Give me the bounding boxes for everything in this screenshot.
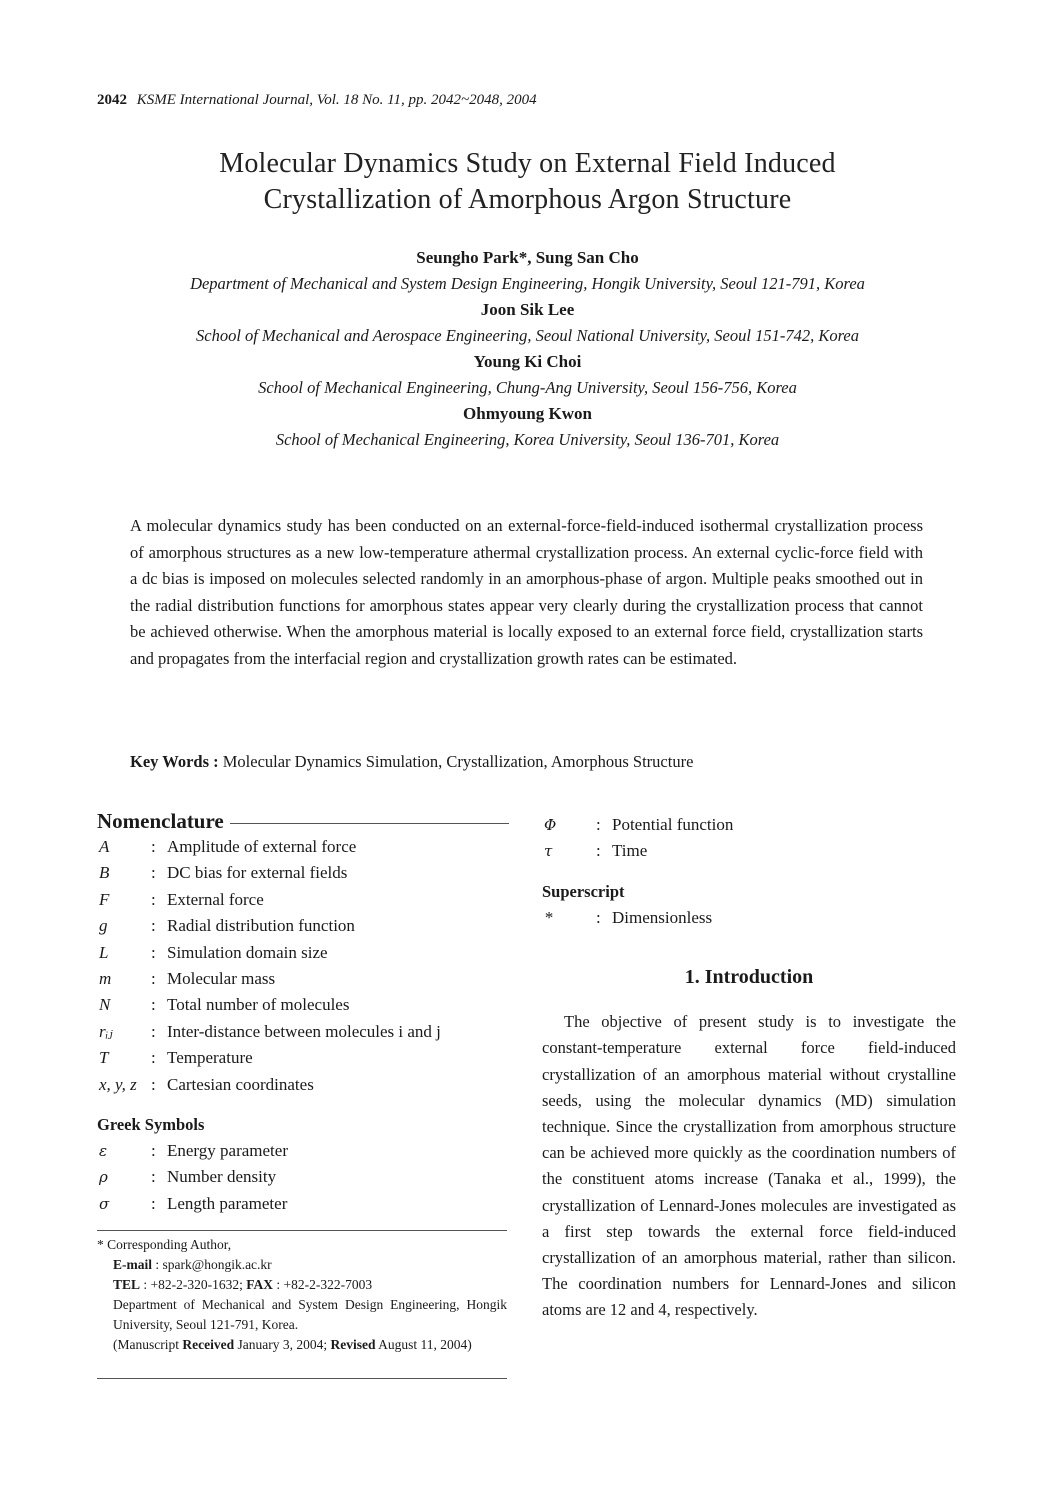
entry-description: Molecular mass xyxy=(167,968,276,988)
nomenclature-entry xyxy=(542,905,956,931)
greek-symbols-heading: Greek Symbols xyxy=(97,1114,205,1134)
nomenclature-entry xyxy=(97,860,509,886)
superscript-heading: Superscript xyxy=(542,881,625,901)
journal-citation: KSME International Journal, Vol. 18 No. 11, pp. 2042~2048, 2004 xyxy=(136,92,537,108)
entry-description: DC bias for external fields xyxy=(167,863,348,883)
entry-symbol: F xyxy=(99,889,110,909)
entry-colon: : xyxy=(151,942,156,962)
entry-colon: : xyxy=(151,916,156,936)
entry-symbol: σ xyxy=(99,1194,110,1213)
author-name: Joon Sik Lee xyxy=(480,300,575,319)
nomenclature-entry xyxy=(97,1045,509,1071)
entry-colon: : xyxy=(151,1193,156,1213)
footnote-dates xyxy=(97,1335,507,1355)
author-name: Young Ki Choi xyxy=(473,352,582,371)
running-header xyxy=(97,92,537,109)
abstract: A molecular dynamics study has been conducted on an external-force-field-induced isothermal crystallization process of amorphous structures as a new low-temperature athermal crystallization process. An external cyclic-force field with a dc bias is imposed on molecules selected randomly in an amorphous-phase of argon. Multiple peaks smoothed out in the radial distribution functions for amorphous states appear very clearly during the crystallization process that cannot be achieved otherwise. When the amorphous material is locally exposed to an external force field, crystallization starts and propagates from the interfacial region and crystallization growth rates can be estimated. xyxy=(130,516,923,668)
entry-colon: : xyxy=(151,1167,156,1187)
tel-label: TEL xyxy=(113,1277,141,1292)
greek-symbols-list-continued xyxy=(542,812,956,865)
introduction-paragraph: The objective of present study is to investigate the constant-temperature external force field-induced crystallization of an amorphous material without crystalline seeds, using the molecular dynamics (MD) simulation technique. Since the crystallization from amorphous structure can be achieved more quickly as the coordination numbers of the constituent atoms increase (Tanaka et al., 1999), the crystallization of Lennard-Jones molecules are investigated as a first step towards the external force field-induced crystallization of an amorphous material, rather than silicon. The coordination numbers for Lennard-Jones and silicon atoms are 12 and 4, respectively. xyxy=(542,1012,956,1320)
paper-title xyxy=(0,146,1050,218)
author-block xyxy=(0,245,1050,453)
entry-colon: : xyxy=(151,1140,156,1160)
nomenclature-entry xyxy=(97,913,509,939)
nomenclature-entry xyxy=(97,966,509,992)
footnote-corresponding: * Corresponding Author, xyxy=(97,1237,232,1252)
entry-symbol: m xyxy=(99,968,112,988)
keywords-value: Molecular Dynamics Simulation, Crystallization, Amorphous Structure xyxy=(222,752,694,771)
received-prefix: (Manuscript xyxy=(113,1337,179,1352)
entry-colon: : xyxy=(596,907,601,927)
author-affiliation: Department of Mechanical and System Design Engineering, Hongik University, Seoul 121-791, Korea xyxy=(190,274,865,293)
entry-colon: : xyxy=(151,863,156,883)
superscript-list xyxy=(542,905,956,931)
page-number: 2042 xyxy=(97,92,127,108)
entry-symbol: A xyxy=(99,837,110,856)
entry-colon: : xyxy=(596,815,601,834)
heading-rule xyxy=(230,823,509,824)
entry-colon: : xyxy=(596,841,601,861)
entry-symbol: B xyxy=(99,863,110,883)
keywords-label: Key Words : xyxy=(130,752,219,771)
entry-colon: : xyxy=(151,995,156,1015)
entry-description: Amplitude of external force xyxy=(167,837,357,856)
section-heading-introduction: 1. Introduction xyxy=(684,966,814,989)
entry-description: Temperature xyxy=(167,1048,253,1068)
entry-colon: : xyxy=(151,968,156,988)
title-line-2: Crystallization of Amorphous Argon Structure xyxy=(263,184,792,215)
entry-description: Cartesian coordinates xyxy=(167,1074,314,1094)
nomenclature-entry xyxy=(97,887,509,913)
nomenclature-entry xyxy=(97,1138,509,1164)
nomenclature-entry xyxy=(97,1164,509,1190)
nomenclature-entry xyxy=(97,1019,509,1045)
keywords xyxy=(130,752,693,772)
nomenclature-entry xyxy=(542,812,956,838)
entry-colon: : xyxy=(151,837,156,856)
corresponding-author-footnote xyxy=(97,1230,507,1355)
entry-colon: : xyxy=(151,1074,156,1094)
entry-description: Energy parameter xyxy=(167,1140,288,1160)
greek-symbols-list xyxy=(97,1138,509,1217)
entry-colon: : xyxy=(151,1021,156,1041)
entry-symbol: ρ xyxy=(99,1168,108,1187)
entry-description: Radial distribution function xyxy=(167,916,355,936)
entry-symbol: ε xyxy=(99,1141,108,1160)
tel-value: +82-2-320-1632; xyxy=(150,1277,243,1292)
entry-description: Inter-distance between molecules i and j xyxy=(167,1021,441,1041)
footnote-bottom-rule xyxy=(97,1378,507,1379)
author-name: Seungho Park*, Sung San Cho xyxy=(416,248,639,267)
entry-symbol: g xyxy=(99,916,108,936)
footnote-email: E-mail : spark@hongik.ac.kr xyxy=(113,1257,272,1272)
left-column xyxy=(97,804,509,1217)
entry-symbol: x, y, z xyxy=(99,1074,137,1094)
entry-symbol: N xyxy=(99,995,111,1015)
nomenclature-entry xyxy=(542,838,956,864)
author-affiliation: School of Mechanical Engineering, Chung-Ang University, Seoul 156-756, Korea xyxy=(258,378,797,397)
entry-description: Dimensionless xyxy=(612,907,713,927)
entry-description: Total number of molecules xyxy=(167,995,350,1015)
nomenclature-entry xyxy=(97,992,509,1018)
nomenclature-entry xyxy=(97,1191,509,1217)
nomenclature-heading xyxy=(97,804,509,834)
received-label: Received xyxy=(182,1337,235,1352)
entry-description: External force xyxy=(167,889,264,909)
entry-description: Length parameter xyxy=(167,1193,288,1213)
footnote-phone: TEL : +82-2-320-1632; FAX : +82-2-322-7003 xyxy=(113,1277,373,1292)
entry-description: Simulation domain size xyxy=(167,942,328,962)
nomenclature-entry xyxy=(97,1072,509,1098)
nomenclature-entry xyxy=(97,940,509,966)
author-affiliation: School of Mechanical and Aerospace Engineering, Seoul National University, Seoul 151-742, Korea xyxy=(196,326,859,345)
entry-symbol: Φ xyxy=(544,816,557,834)
footnote-address: Department of Mechanical and System Design Engineering, Hongik University, Seoul 121-791, Korea. xyxy=(113,1297,507,1332)
nomenclature-entry xyxy=(97,834,509,860)
entry-symbol: rᵢⱼ xyxy=(99,1021,113,1041)
entry-colon: : xyxy=(151,1048,156,1068)
nomenclature-title: Nomenclature xyxy=(97,809,224,833)
entry-symbol: * xyxy=(544,907,553,927)
title-line-1: Molecular Dynamics Study on External Field Induced xyxy=(219,148,836,179)
author-name: Ohmyoung Kwon xyxy=(463,404,592,423)
entry-symbol: L xyxy=(99,942,109,962)
author-affiliation: School of Mechanical Engineering, Korea University, Seoul 136-701, Korea xyxy=(275,430,780,449)
entry-symbol: T xyxy=(99,1048,109,1068)
entry-description: Potential function xyxy=(612,815,734,834)
entry-symbol: τ xyxy=(544,842,553,861)
email-value: spark@hongik.ac.kr xyxy=(162,1257,272,1272)
nomenclature-list xyxy=(97,834,509,1098)
received-date: January 3, 2004; xyxy=(237,1337,328,1352)
entry-description: Time xyxy=(612,841,648,861)
email-label: E-mail xyxy=(113,1257,152,1272)
entry-colon: : xyxy=(151,889,156,909)
fax-value: +82-2-322-7003 xyxy=(283,1277,373,1292)
right-column xyxy=(542,812,956,1324)
revised-date: August 11, 2004) xyxy=(378,1337,472,1352)
fax-label: FAX xyxy=(246,1277,274,1292)
revised-label: Revised xyxy=(330,1337,376,1352)
entry-description: Number density xyxy=(167,1167,277,1187)
